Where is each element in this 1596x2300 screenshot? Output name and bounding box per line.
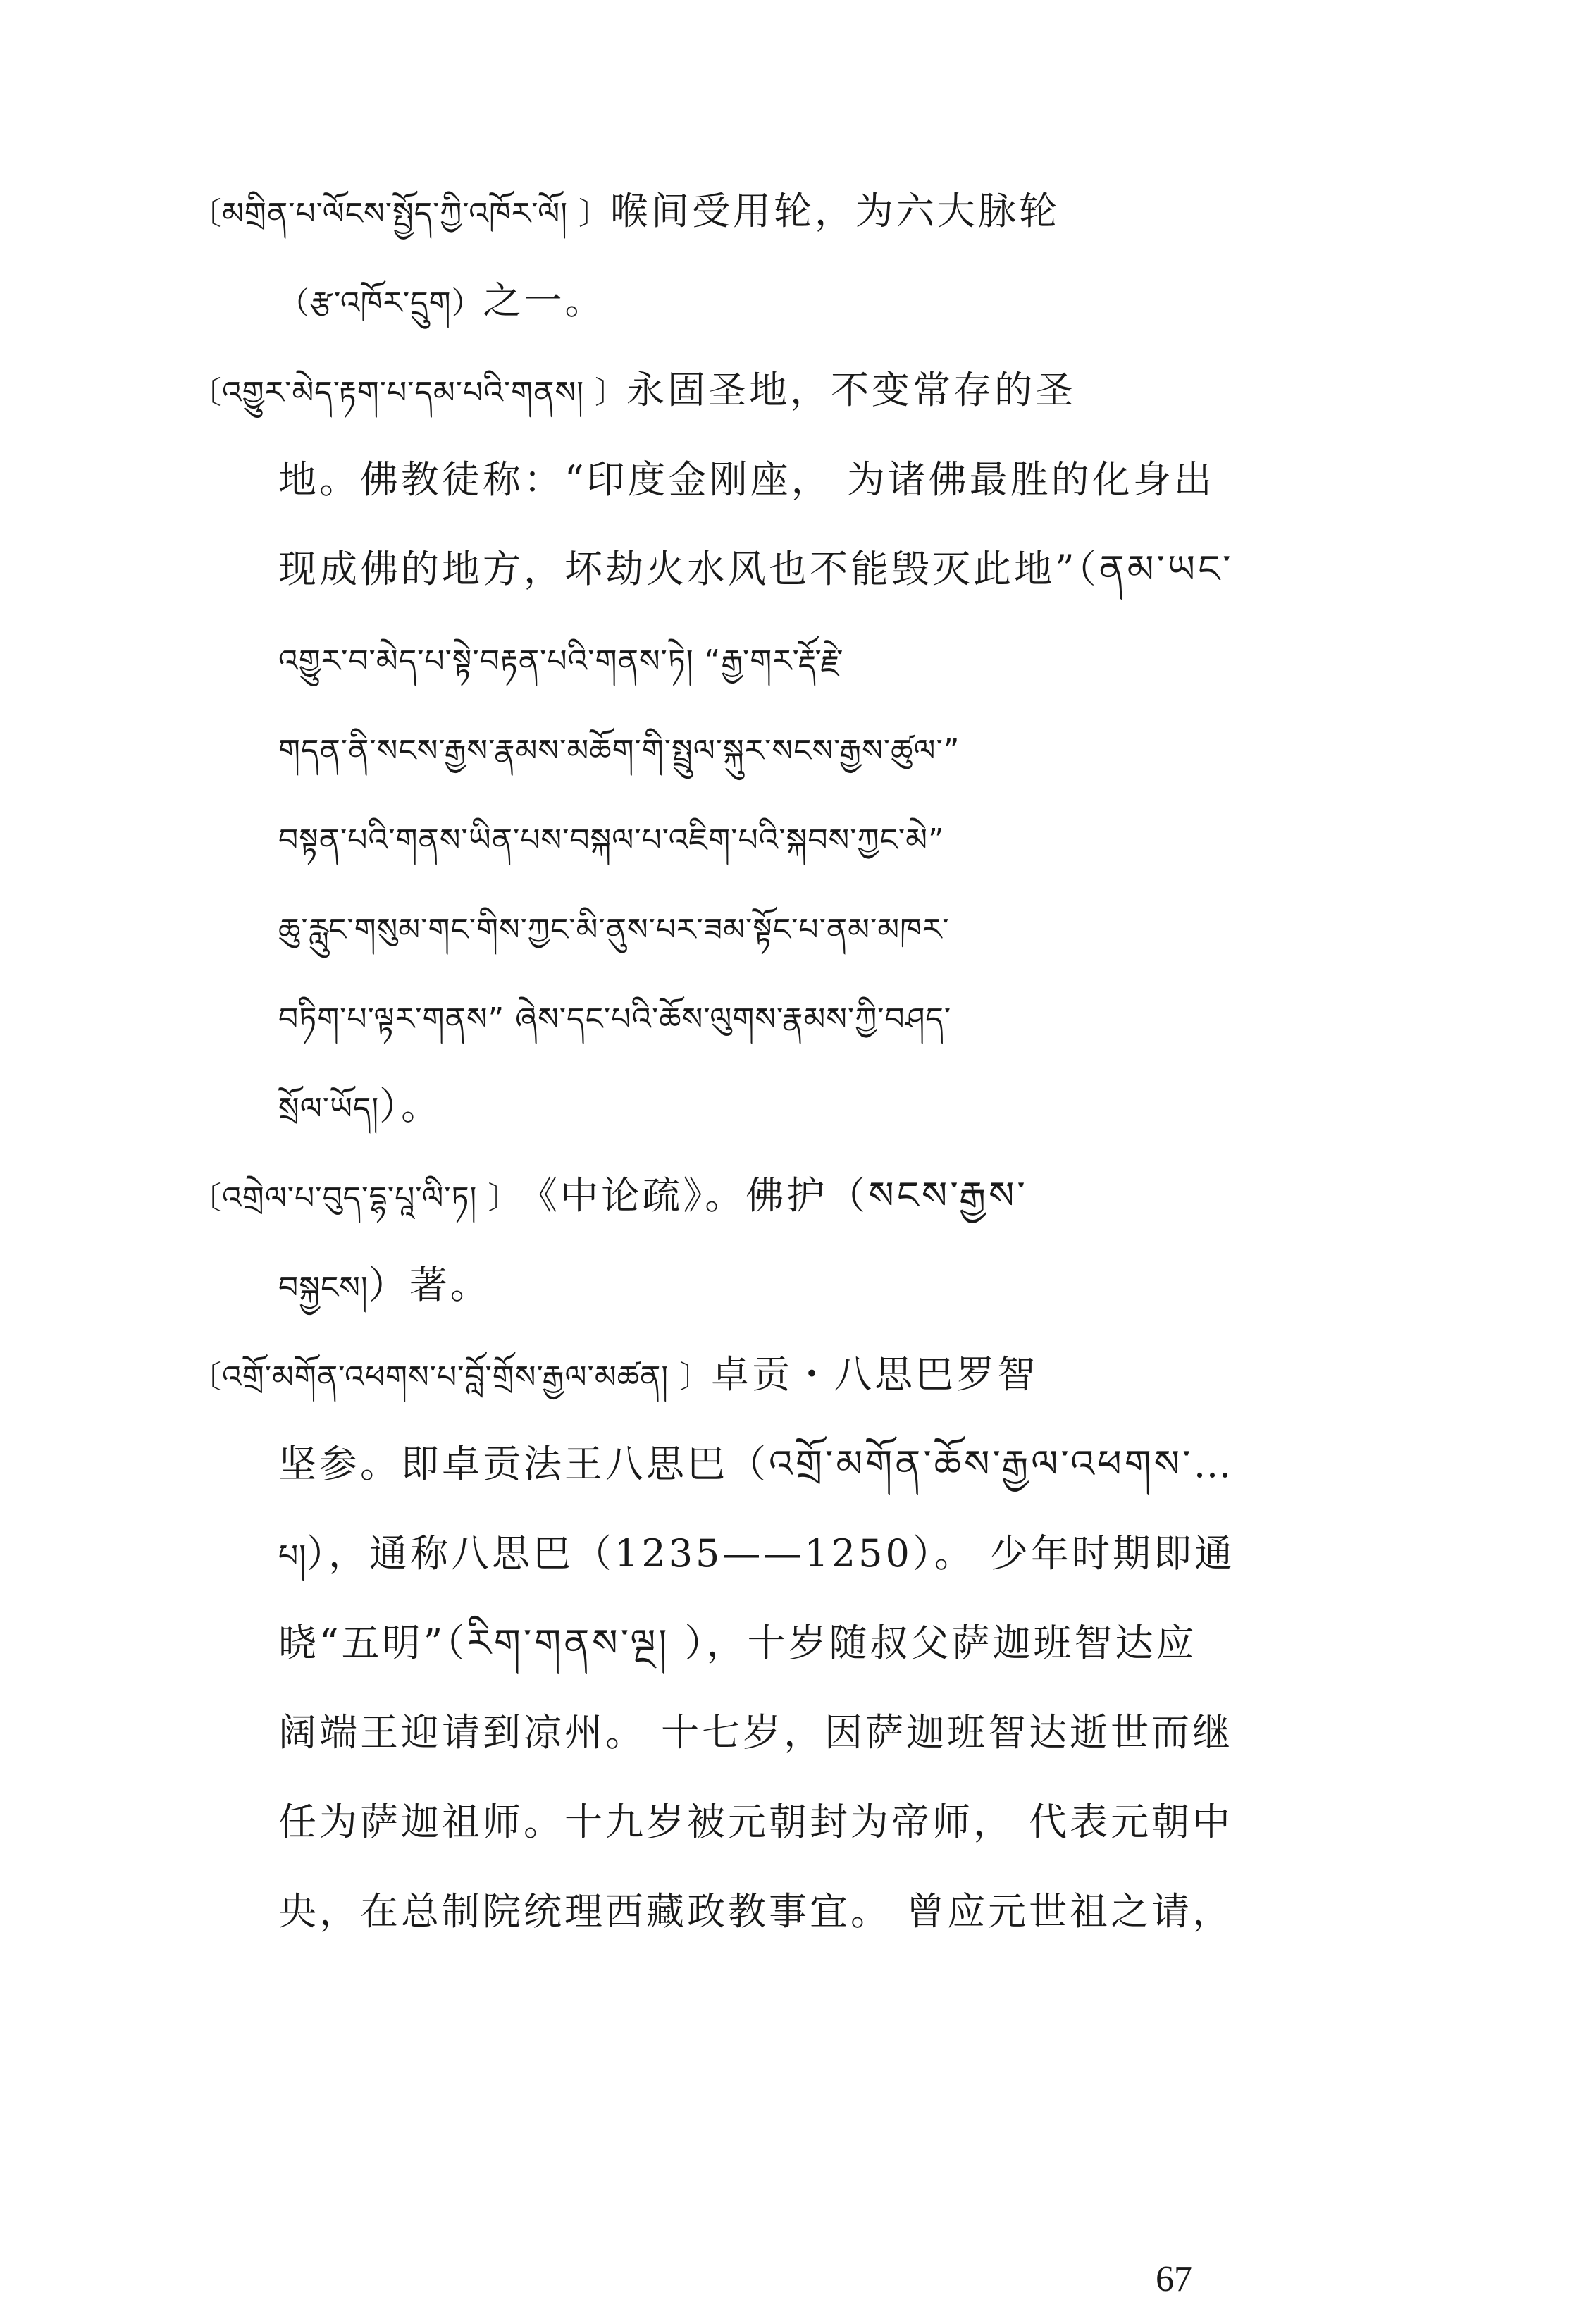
glossary-continuation-line <box>0 445 1596 515</box>
glossary-entry-line <box>0 1161 1596 1231</box>
glossary-entry-line <box>0 355 1596 426</box>
glossary-continuation-line <box>0 1877 1596 1947</box>
chinese-text: 阔端王迎请到凉州。 十七岁，因萨迦班智达逝世而继 <box>278 1710 1234 1755</box>
glossary-entry-line <box>0 1340 1596 1410</box>
tibetan-text: 〔འགྱུར་མེད་རྟག་པ་དམ་པའི་གནས། 〕 <box>190 375 626 411</box>
tibetan-text: བསྐྱངས། <box>278 1270 369 1306</box>
glossary-continuation-line <box>0 892 1596 963</box>
glossary-continuation-line <box>0 1250 1596 1321</box>
glossary-continuation-line <box>0 713 1596 784</box>
chinese-text: 现成佛的地方，坏劫火水风也不能毁灭此地”（ནམ་ཡང་ <box>278 547 1234 591</box>
chinese-text: 《中论疏》。佛护（སངས་རྒྱས་ <box>519 1173 1028 1218</box>
chinese-text: 任为萨迦祖师。十九岁被元朝封为帝师， 代表元朝中 <box>278 1800 1234 1844</box>
tibetan-text: སྲོལ་ཡོད། <box>278 1091 380 1127</box>
glossary-continuation-line <box>0 1519 1596 1589</box>
tibetan-text: འགྱུར་བ་མེད་པ་སྟེ་བརྟན་པའི་གནས་ཏེ། “རྒྱ་གར་རྡོ་རྗེ་ <box>278 643 844 679</box>
chinese-text: 卓贡・八思巴罗智 <box>711 1352 1039 1397</box>
tibetan-text: 〔འགྲེལ་པ་བུད་དྷ་པཱ་ལི་ཏ། 〕 <box>190 1180 520 1216</box>
chinese-text: 坚参。即卓贡法王八思巴（འགྲོ་མགོན་ཆོས་རྒྱལ་འཕགས་… <box>278 1442 1235 1486</box>
glossary-continuation-line <box>0 1071 1596 1142</box>
glossary-continuation-line <box>0 534 1596 605</box>
chinese-text: 永固圣地，不变常存的圣 <box>626 368 1076 412</box>
chinese-text: 之一。 <box>483 278 606 323</box>
tibetan-text: 〔འགྲོ་མགོན་འཕགས་པ་བློ་གྲོས་རྒྱལ་མཚན། 〕 <box>190 1359 712 1395</box>
glossary-continuation-line <box>0 1698 1596 1768</box>
tibetan-text: ཆུ་རླུང་གསུམ་གང་གིས་ཀྱང་མི་ནུས་པར་ཟམ་སྟོང་པ་ནམ་མཁར་ <box>278 912 950 948</box>
glossary-continuation-line <box>0 1608 1596 1678</box>
glossary-continuation-line <box>0 266 1596 336</box>
glossary-continuation-line <box>0 1787 1596 1857</box>
tibetan-text: 〔མགྲིན་པ་ལོངས་སྤྱོད་ཀྱི་འཁོར་ལོ། 〕 <box>190 196 610 232</box>
page-number: 67 <box>1156 2259 1192 2299</box>
tibetan-text: （རྩ་འཁོར་དྲུག） <box>278 285 483 321</box>
chinese-text: 喉间受用轮，为六大脉轮 <box>610 189 1060 233</box>
tibetan-text: གདན་ནི་སངས་རྒྱས་རྣམས་མཆོག་གི་སྤྲུལ་སྐུར་སངས་རྒྱས་ཚུལ་” <box>278 733 960 769</box>
glossary-continuation-line <box>0 803 1596 873</box>
tibetan-text: བསྟན་པའི་གནས་ཡིན་པས་བསྐལ་པ་འཇིག་པའི་སྐབས་ཀྱང་མེ” <box>278 822 945 858</box>
tibetan-text: པ། <box>278 1538 307 1574</box>
chinese-text: 地。佛教徒称：“印度金刚座， 为诸佛最胜的化身出 <box>278 457 1215 502</box>
chinese-text: 央，在总制院统理西藏政教事宜。 曾应元世祖之请， <box>278 1889 1234 1934</box>
chinese-text: ），通称八思巴（1235——1250）。 少年时期即通 <box>306 1531 1235 1576</box>
glossary-entry-line <box>0 176 1596 247</box>
chinese-text: 晓“五明”（རིག་གནས་ལྔ། ），十岁随叔父萨迦班智达应 <box>278 1621 1197 1665</box>
glossary-continuation-line <box>0 624 1596 694</box>
tibetan-text: བཏིག་པ་ལྟར་གནས” ཞེས་དང་པའི་ཆོས་ལུགས་རྣམས་ཀྱི་བཤད་ <box>278 1001 952 1037</box>
glossary-continuation-line <box>0 982 1596 1052</box>
chinese-text: ）。 <box>379 1084 443 1128</box>
chinese-text: ）著。 <box>368 1263 491 1307</box>
glossary-continuation-line <box>0 1429 1596 1500</box>
